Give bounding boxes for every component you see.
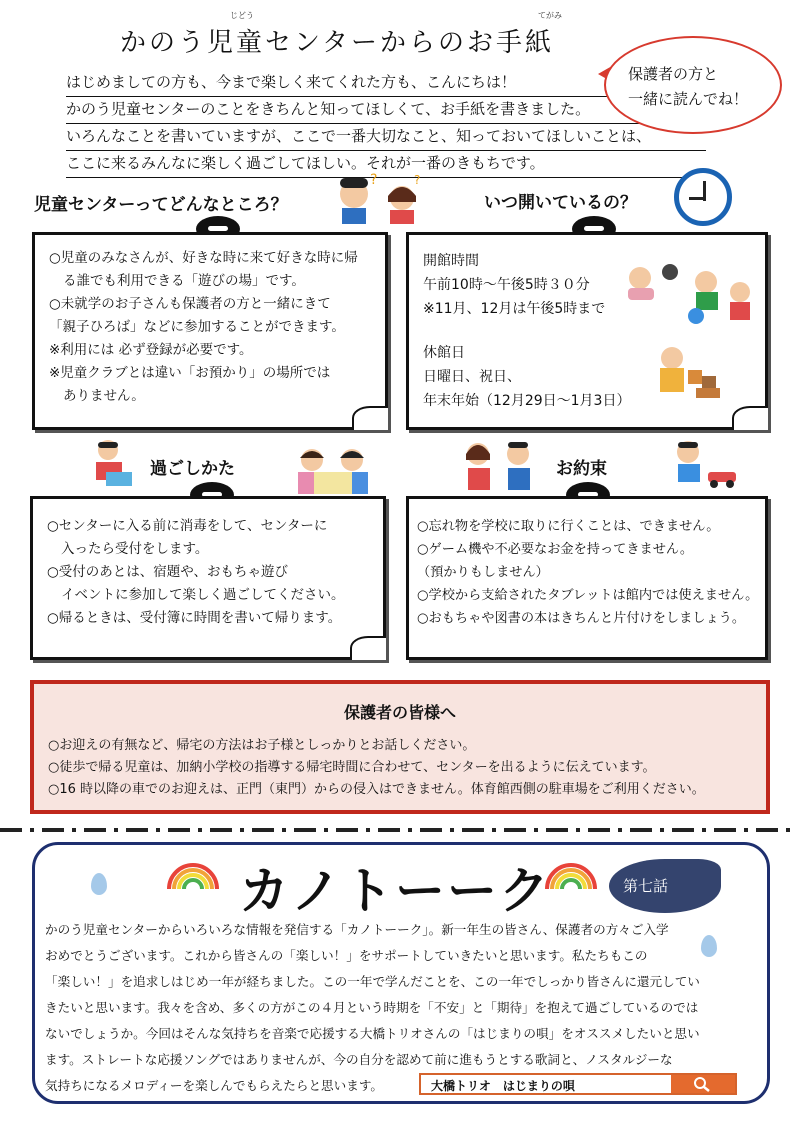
kano-talk-line: 気持ちになるメロディーを楽しんでもらえたらと思います。 [45,1078,384,1093]
page-curl-decoration [350,636,386,660]
howto-line: イベントに参加して楽しく過ごしてください。 [61,587,345,603]
about-line: ※利用には 必ず登録が必要です。 [49,342,253,358]
clock-icon [674,168,732,226]
svg-text:?: ? [414,173,421,187]
guardian-line: ○お迎えの有無など、帰宅の方法はお子様としっかりとお話しください。 [48,738,476,753]
episode-badge [609,859,721,913]
howto-line: ○帰るときは、受付簿に時間を書いて帰ります。 [47,610,342,626]
kano-talk-panel [32,842,770,1104]
kano-talk-line: おめでとうございます。これから皆さんの「楽しい！」をサポートしていきたいと思います。私たちもこの [45,948,648,963]
hours-label: 開館時間 [423,253,479,269]
title-furigana-jido: じどう [230,11,254,20]
howto-line: ○受付のあとは、宿題や、おもちゃ遊び [47,564,289,580]
search-button [671,1075,735,1093]
rules-line: ○おもちゃや図書の本はきちんと片付けをしましょう。 [417,611,746,626]
kano-talk-title: カノトーーク [239,862,551,920]
rainbow-icon [543,859,599,889]
rules-line: （預かりもしません） [417,565,549,580]
about-line: 「親子ひろば」などに参加することができます。 [49,319,345,335]
guardian-title: 保護者の皆様へ [343,703,456,722]
section-divider [0,828,794,832]
section-title-about: 児童センターってどんなところ？ [34,195,288,215]
guardian-notice [30,680,770,814]
water-drop-icon [91,873,107,895]
kano-talk-line: ないでしょうか。今回はそんな気持ちを音楽で応援する大橋トリオさんの「はじまりの唄」をオススメしたいと思い [45,1026,700,1041]
howto-line: ○センターに入る前に消毒をして、センターに [47,518,328,534]
closed-label: 休館日 [423,345,465,361]
page-curl-decoration [352,406,388,430]
children-playing-illustration [616,258,762,414]
child-playing-toys-illustration [664,436,750,492]
episode-label: 第七話 [623,877,669,895]
page-title: かのう児童センターからのお手紙 [120,28,554,58]
rules-line: ○忘れ物を学校に取りに行くことは、できません。 [417,519,720,534]
bubble-line: 保護者の方と [628,65,719,83]
children-reading-illustration [290,442,376,498]
intro-line: ここに来るみんなに楽しく過ごしてほしい。それが一番のきもちです。 [66,151,706,178]
hours-note: ※11月、12月は午後5時まで [423,301,606,317]
svg-text:?: ? [370,172,378,188]
intro-line: かのう児童センターのことをきちんと知ってほしくて、お手紙を書きました。 [66,97,706,124]
howto-box [30,496,386,660]
search-text: 大橋トリオ はじまりの唄 [431,1079,575,1093]
closed-days: 日曜日、祝日、 [423,369,521,385]
about-box [32,232,388,430]
intro-line: いろんなことを書いていますが、ここで一番大切なこと、知っておいてほしいことは、 [66,124,706,151]
about-line: ありません。 [63,388,145,404]
section-title-rules: お約束 [556,459,607,479]
bubble-line: 一緒に読んでね！ [628,90,749,108]
closed-holidays: 年末年始（12月29日～1月3日） [423,393,631,409]
guardian-line: ○16 時以降の車でのお迎えは、正門（東門）からの侵入はできません。体育館西側の駐車場をご利用ください。 [48,782,705,797]
title-furigana-tegami: てがみ [538,11,562,20]
rules-line: ○ゲーム機や不必要なお金を持ってきません。 [417,542,694,557]
child-with-tablet-illustration [80,436,136,492]
children-wondering-illustration [330,168,426,226]
rules-box [406,496,768,660]
about-line: る誰でも利用できる「遊びの場」です。 [63,273,305,289]
section-title-howto: 過ごしかた [150,459,235,479]
kano-talk-line: きたいと思います。我々を含め、多くの方がこの４月という時期を「不安」と「期待」を抱えて過ごしているのでは [45,1000,699,1015]
guardian-reading-bubble [604,36,782,134]
about-line: ○未就学のお子さんも保護者の方と一緒にきて [49,296,331,312]
guardian-line: ○徒歩で帰る児童は、加納小学校の指導する帰宅時間に合わせて、センターを出るように伝えています。 [48,760,656,775]
rainbow-icon [165,859,221,889]
about-line: ○児童のみなさんが、好きな時に来て好きな時に帰 [49,250,358,266]
hours-time: 午前10時～午後5時３０分 [423,277,590,293]
about-line: ※児童クラブとは違い「お預かり」の場所では [49,365,331,381]
intro-line: はじめましての方も、今まで楽しく来てくれた方も、こんにちは！ [66,70,706,97]
kano-talk-line: かのう児童センターからいろいろな情報を発信する「カノトーーク」。新一年生の皆さん、保護者の方々ご入学 [45,922,669,937]
howto-line: 入ったら受付をします。 [61,541,209,557]
magnifier-icon [671,1075,735,1093]
song-search-bar [419,1073,737,1095]
children-pointing-illustration [456,436,542,494]
rules-line: ○学校から支給されたタブレットは館内では使えません。 [417,588,759,603]
kano-talk-line: ます。ストレートな応援ソングではありませんが、今の自分を認めて前に進もうとする歌詞と、ノスタルジーな [45,1052,673,1067]
kano-talk-line: 「楽しい！」を追求しはじめ一年が経ちました。この一年で学んだことを、この一年でしっかり皆さんに還元してい [45,974,700,989]
section-title-hours: いつ開いているの？ [484,193,637,213]
